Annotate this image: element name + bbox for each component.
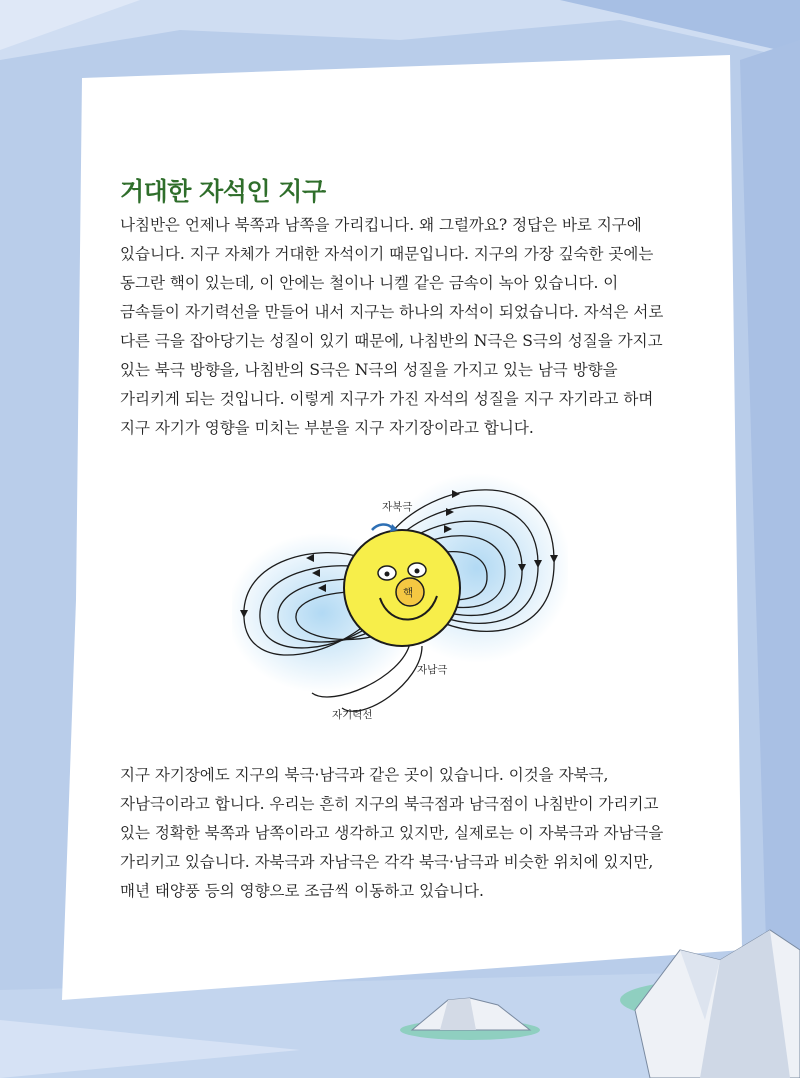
north-pole-label: 자북극: [382, 501, 413, 513]
text-line: 다른 극을 잡아당기는 성질이 있기 때문에, 나침반의 N극은 S극의 성질을 가지고: [120, 332, 663, 350]
magnetic-field-diagram: [232, 468, 568, 723]
text-line: 있습니다. 지구 자체가 거대한 자석이기 때문입니다. 지구의 가장 깊숙한 곳에는: [120, 245, 654, 263]
page-title: 거대한 자석인 지구: [120, 177, 326, 206]
text-line: 있는 정확한 북쪽과 남쪽이라고 생각하고 있지만, 실제로는 이 자북극과 자남극을: [120, 824, 664, 842]
text-line: 자남극이라고 합니다. 우리는 흔히 지구의 북극점과 남극점이 나침반이 가리키고: [120, 795, 659, 813]
south-pole-label: 자남극: [417, 664, 448, 676]
text-line: 지구 자기가 영향을 미치는 부분을 지구 자기장이라고 합니다.: [120, 419, 534, 437]
text-line: 동그란 핵이 있는데, 이 안에는 철이나 니켈 같은 금속이 녹아 있습니다. 이: [120, 274, 619, 292]
text-line: 지구 자기장에도 지구의 북극·남극과 같은 곳이 있습니다. 이것을 자북극,: [120, 766, 609, 784]
text-line: 나침반은 언제나 북쪽과 남쪽을 가리킵니다. 왜 그럴까요? 정답은 바로 지구에: [120, 216, 642, 234]
body-paragraph: [120, 761, 663, 906]
intro-paragraph: [120, 211, 663, 443]
text-line: 가리키게 되는 것입니다. 이렇게 지구가 가진 자석의 성질을 지구 자기라고 하며: [120, 390, 654, 408]
text-line: 가리키고 있습니다. 자북극과 자남극은 각각 북극·남극과 비슷한 위치에 있지만,: [120, 853, 654, 871]
core-label: 핵: [403, 587, 414, 599]
text-line: 매년 태양풍 등의 영향으로 조금씩 이동하고 있습니다.: [120, 882, 484, 900]
text-line: 금속들이 자기력선을 만들어 내서 지구는 하나의 자석이 되었습니다. 자석은 서로: [120, 303, 664, 321]
text-line: 있는 북극 방향을, 나침반의 S극은 N극의 성질을 가지고 있는 남극 방향을: [120, 361, 618, 379]
field-line-label: 자기력선: [332, 709, 373, 721]
